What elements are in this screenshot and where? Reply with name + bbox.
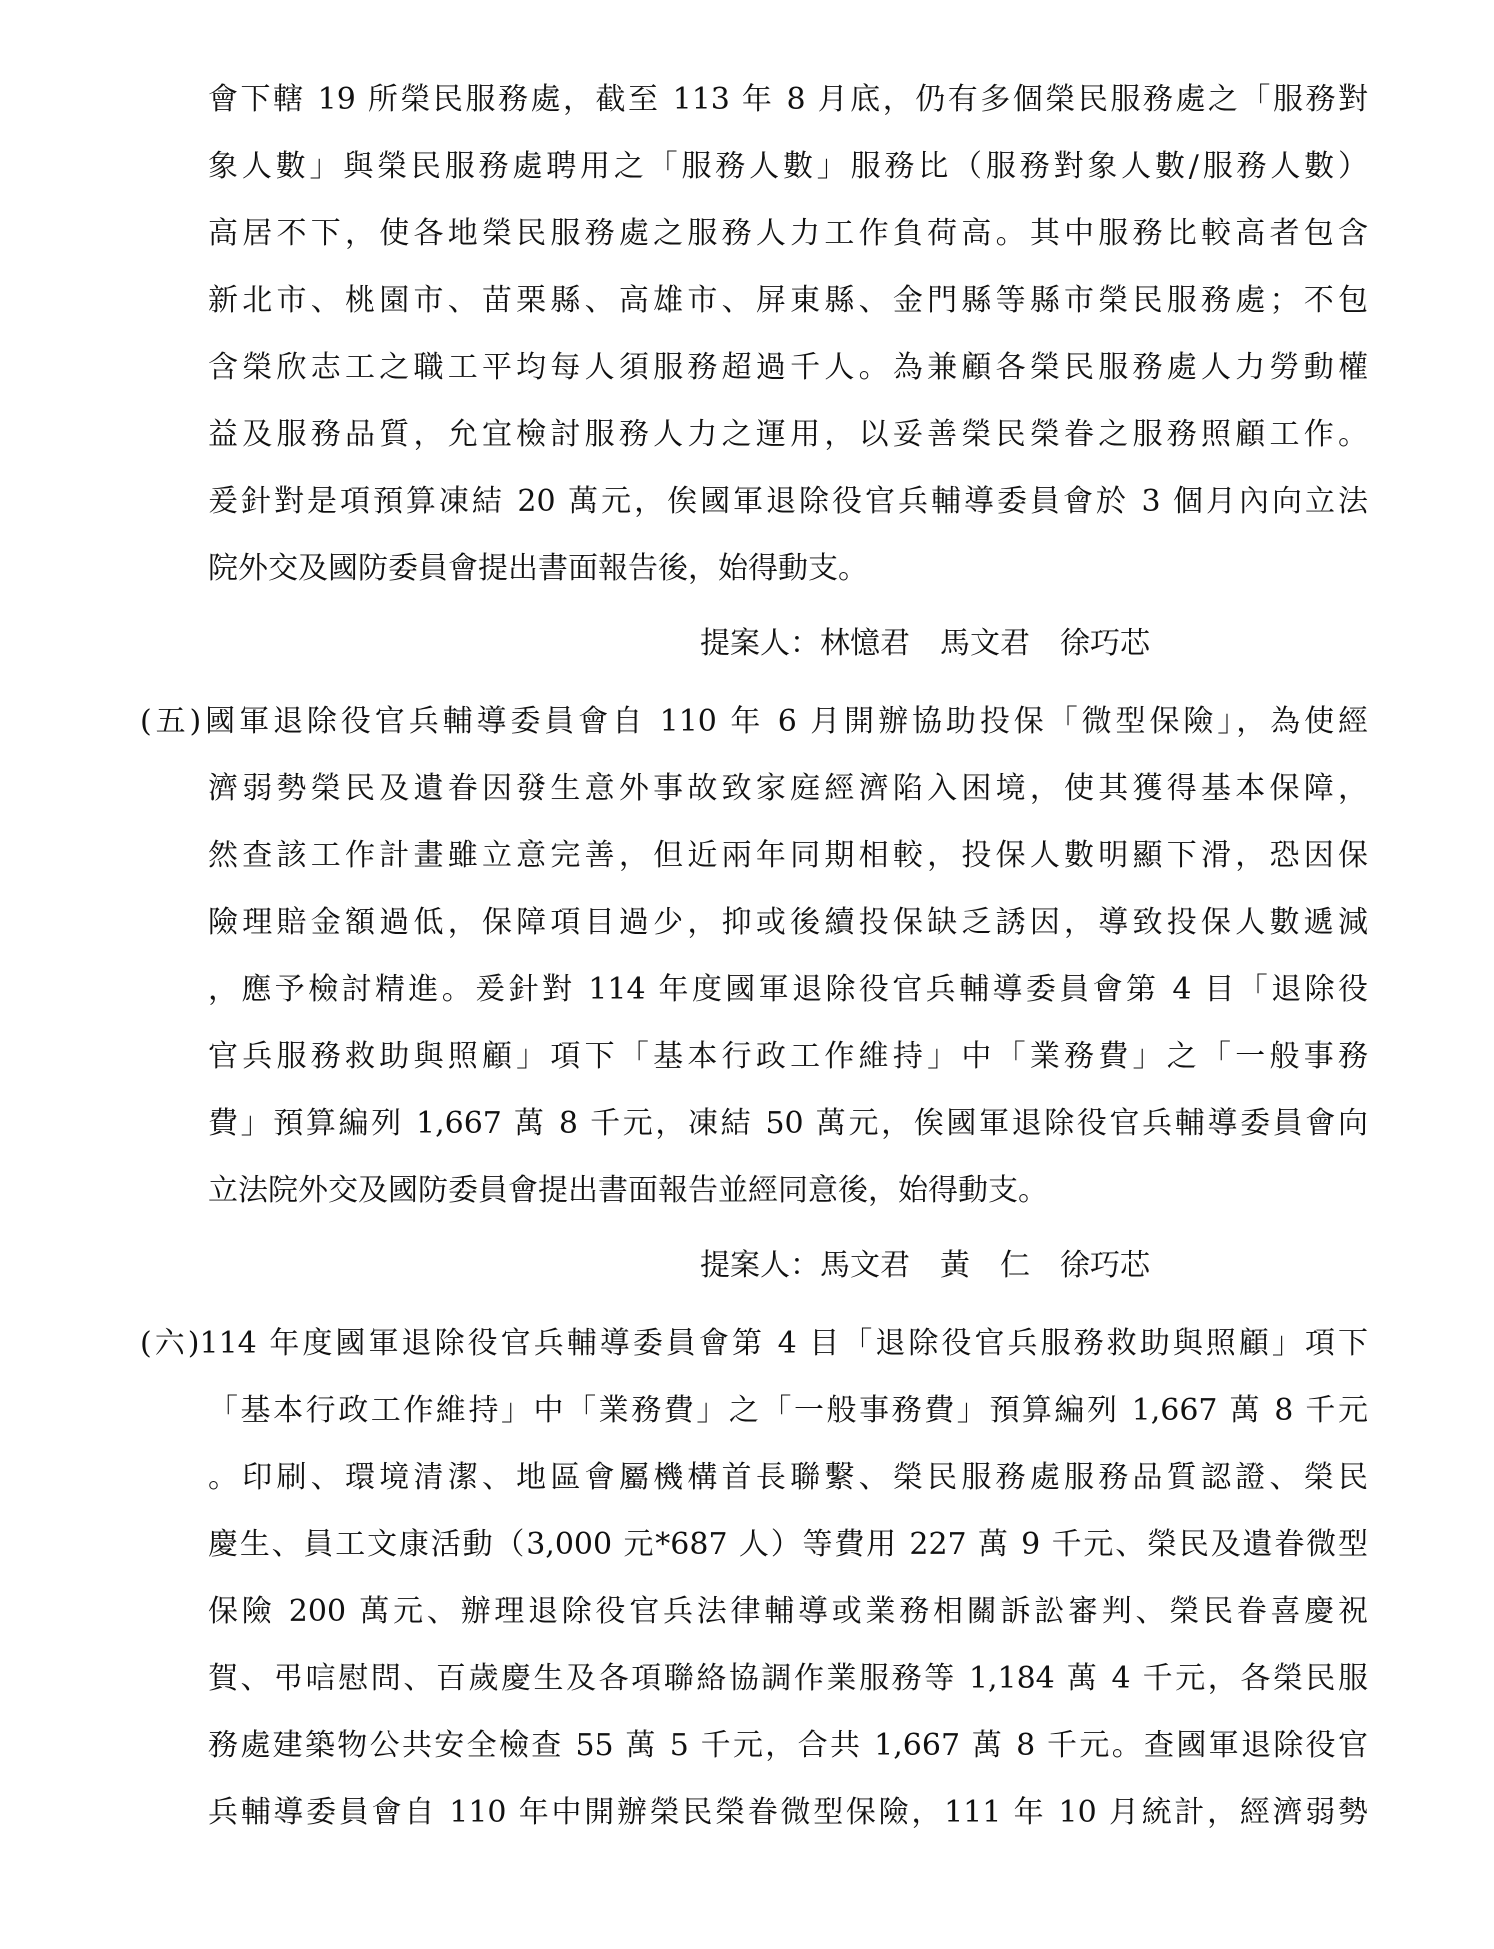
paragraph-line: 務處建築物公共安全檢查 55 萬 5 千元，合共 1,667 萬 8 千元。查國軍退除役官 [208,1728,1368,1763]
paragraph-line: 費」預算編列 1,667 萬 8 千元，凍結 50 萬元，俟國軍退除役官兵輔導委員會向 [208,1106,1368,1141]
paragraph-line: 賀、弔唁慰問、百歲慶生及各項聯絡協調作業服務等 1,184 萬 4 千元，各榮民服 [208,1661,1368,1696]
paragraph-line: 。印刷、環境清潔、地區會屬機構首長聯繫、榮民服務處服務品質認證、榮民 [208,1460,1368,1495]
paragraph-line: 含榮欣志工之職工平均每人須服務超過千人。為兼顧各榮民服務處人力勞動權 [208,350,1368,385]
proposer-signature: 提案人：馬文君 黃 仁 徐巧芯 [700,1248,1150,1283]
paragraph-line: 保險 200 萬元、辦理退除役官兵法律輔導或業務相關訴訟審判、榮民眷喜慶祝 [208,1594,1368,1629]
paragraph-line: 然查該工作計畫雖立意完善，但近兩年同期相較，投保人數明顯下滑，恐因保 [208,838,1368,873]
paragraph-line: 高居不下，使各地榮民服務處之服務人力工作負荷高。其中服務比較高者包含 [208,216,1368,251]
paragraph-line: 險理賠金額過低，保障項目過少，抑或後續投保缺乏誘因，導致投保人數遞減 [208,905,1368,940]
paragraph-line: 濟弱勢榮民及遺眷因發生意外事故致家庭經濟陷入困境，使其獲得基本保障， [208,771,1368,806]
paragraph-line: 會下轄 19 所榮民服務處，截至 113 年 8 月底，仍有多個榮民服務處之「服務對 [208,82,1368,117]
paragraph-line: 立法院外交及國防委員會提出書面報告並經同意後，始得動支。 [208,1173,1048,1208]
paragraph-line: 「基本行政工作維持」中「業務費」之「一般事務費」預算編列 1,667 萬 8 千元 [208,1393,1368,1428]
item-6-heading-line: (六)114 年度國軍退除役官兵輔導委員會第 4 目「退除役官兵服務救助與照顧」項下 [140,1326,1368,1361]
paragraph-line: 益及服務品質，允宜檢討服務人力之運用，以妥善榮民榮眷之服務照顧工作。 [208,417,1368,452]
paragraph-line: 兵輔導委員會自 110 年中開辦榮民榮眷微型保險，111 年 10 月統計，經濟弱勢 [208,1795,1368,1830]
item-5-heading-line: (五)國軍退除役官兵輔導委員會自 110 年 6 月開辦協助投保「微型保險」，為使經 [140,704,1368,739]
paragraph-line: 慶生、員工文康活動（3,000 元*687 人）等費用 227 萬 9 千元、榮民及遺眷微型 [208,1527,1368,1562]
paragraph-line: 新北市、桃園市、苗栗縣、高雄市、屏東縣、金門縣等縣市榮民服務處；不包 [208,283,1368,318]
paragraph-line: 院外交及國防委員會提出書面報告後，始得動支。 [208,551,868,586]
paragraph-line: 爰針對是項預算凍結 20 萬元，俟國軍退除役官兵輔導委員會於 3 個月內向立法 [208,484,1368,519]
paragraph-line: 官兵服務救助與照顧」項下「基本行政工作維持」中「業務費」之「一般事務 [208,1039,1368,1074]
paragraph-line: ，應予檢討精進。爰針對 114 年度國軍退除役官兵輔導委員會第 4 目「退除役 [208,972,1368,1007]
proposer-signature: 提案人：林憶君 馬文君 徐巧芯 [700,626,1150,661]
paragraph-line: 象人數」與榮民服務處聘用之「服務人數」服務比（服務對象人數/服務人數） [208,149,1368,184]
